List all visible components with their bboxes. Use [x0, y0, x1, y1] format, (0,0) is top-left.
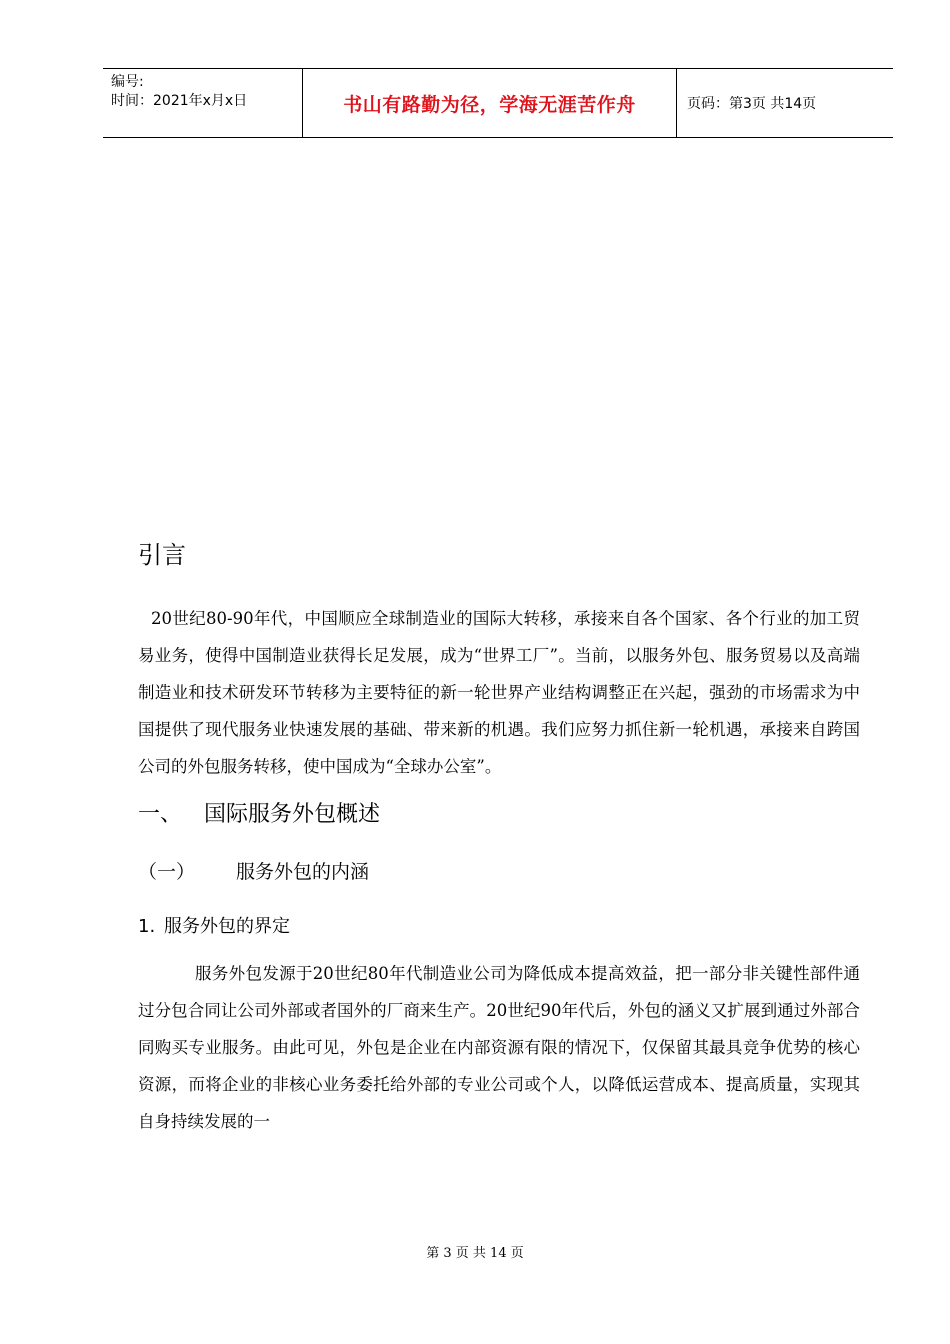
intro-heading: 引言: [138, 541, 186, 569]
subsection-title: 服务外包的内涵: [236, 861, 370, 883]
intro-paragraph: 20世纪80-90年代，中国顺应全球制造业的国际大转移，承接来自各个国家、各个行业的加工贸易业务，使得中国制造业获得长足发展，成为“世界工厂”。当前，以服务外包、服务贸易以及高端制造业和技术研发环节转移为主要特征的新一轮世界产业结构调整正在兴起，强劲的市场需求为中国提供了现代服务业快速发展的基础、带来新的机遇。我们应努力抓住新一轮机遇，承接来自跨国公司的外包服务转移，使中国成为“全球办公室”。: [138, 609, 860, 776]
header-page-info: 页码：第3页 共14页: [687, 96, 817, 112]
item-number: 1.: [138, 916, 156, 937]
header-motto: 书山有路勤为径，学海无涯苦作舟: [303, 69, 677, 137]
section-title: 国际服务外包概述: [204, 802, 381, 827]
section-number: 一、: [138, 802, 183, 827]
item-title: 服务外包的界定: [164, 916, 290, 937]
serial-label: 编号:: [111, 74, 144, 90]
header-meta: [103, 69, 303, 137]
section-heading: [138, 793, 860, 837]
page-header: [103, 68, 893, 138]
definition-paragraph: 服务外包发源于20世纪80年代制造业公司为降低成本提高效益，把一部分非关键性部件通过分包合同让公司外部或者国外的厂商来生产。20世纪90年代后，外包的涵义又扩展到通过外部合同购买专业服务。由此可见，外包是企业在内部资源有限的情况下，仅保留其最具竞争优势的核心资源，而将企业的非核心业务委托给外部的专业公司或个人，以降低运营成本、提高质量，实现其自身持续发展的一: [138, 964, 860, 1131]
subsection-heading: [138, 853, 860, 891]
page-footer: 第 3 页 共 14 页: [426, 1246, 524, 1261]
subsection-number: （一）: [138, 861, 196, 883]
item-heading: [138, 911, 860, 943]
document-body: [138, 530, 860, 1140]
time-line: 时间：2021年x月x日: [111, 93, 248, 109]
